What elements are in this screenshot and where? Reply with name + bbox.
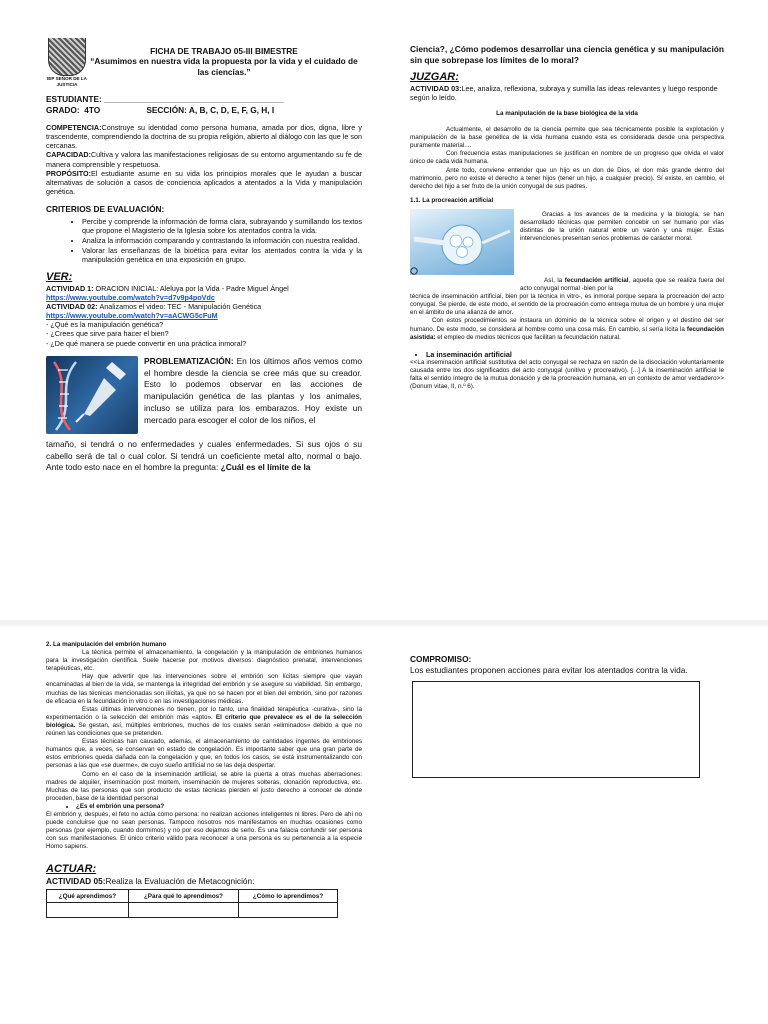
actividad-2-label: ACTIVIDAD 02:: [46, 302, 100, 312]
metacognicion-answer-cell[interactable]: [47, 903, 129, 918]
problematizacion-label: PROBLEMATIZACIÓN:: [144, 355, 234, 366]
worksheet-header: [46, 38, 362, 94]
problematizacion-question-end: Ciencia?, ¿Cómo podemos desarrollar una ciencia genética y su manipulación sin que sobrepase los límites de lo moral?: [410, 44, 724, 66]
actividad-2-text: Analizamos el video: TEC - Manipulación Genética: [99, 302, 262, 312]
proposito-text: El estudiante asume en su vida los principios morales que le ayudan a buscar alternativas de solución a casos de conciencia aplicados a atentados a la Vida y manipulación genética.: [46, 168, 362, 196]
actividad-1-label: ACTIVIDAD 1:: [46, 284, 96, 293]
worksheet-title-line1: FICHA DE TRABAJO 05-III BIMESTRE: [150, 46, 298, 56]
proposito-paragraph: [46, 169, 362, 196]
actividad-1-text: ORACION INICIAL: Aleluya por la Vida - Padre Miguel Ángel: [95, 284, 289, 293]
fecundacion-asistida-text-a: Con estos procedimientos se instaura un dominio de la técnica sobre el origen y el destino del ser humano. De este modo, se considera al hombre como una cosa más. En cambio, sí sería lícita la: [410, 317, 724, 333]
worksheet-title: [86, 46, 362, 77]
reading-paragraph: Con frecuencia estas manipulaciones se justifican en nombre de un progreso que olvida el valor único de cada vida humana.: [410, 150, 724, 166]
actividad-3-line: [410, 84, 724, 102]
embrion-paragraph: La técnica permite el almacenamiento, la congelación y la manipulación de embriones humanos para la investigación científica. Suele hacerse por motivos diversos: diagnóstico prenatal, intervenciones terapéuticas, etc.: [46, 649, 362, 673]
actuar-heading: ACTUAR:: [46, 863, 97, 876]
problematizacion-continuation: [46, 439, 362, 475]
page2-left-column: [46, 641, 362, 1024]
capacidad-paragraph: [46, 150, 362, 168]
criterios-title: CRITERIOS DE EVALUACIÓN:: [46, 203, 165, 214]
metacognicion-table: [46, 889, 338, 918]
actividad-2-video-link[interactable]: https://www.youtube.com/watch?v=aACWG5cFuM: [46, 311, 218, 321]
page1-right-column: [410, 44, 724, 618]
metacognicion-header: ¿Qué aprendimos?: [47, 890, 129, 903]
embrion-paragraph: Hay que advertir que las intervenciones sobre el embrión son lícitas siempre que vayan encaminadas al bien de la vida, se mantenga la integridad del embrión y se asegure su viabilidad. Sin embargo, muchas de las técnicas mencionadas son ilícitas, ya que no se hacen por el bien del embrión, sino por razones de eficacia en la fecundación in vitro o en las investigaciones médicas.: [46, 673, 362, 705]
inseminacion-list: [410, 350, 724, 359]
problematizacion-block: [46, 356, 362, 439]
actividad-5-label: ACTIVIDAD 05:: [46, 876, 106, 887]
reading-paragraph: Ante todo, conviene entender que un hijo es un don de Dios, el don más grande dentro del matrimonio, pero no existe el derecho a tener hijos (tener un hijo, a cualquier precio). Sí existe, en cambio, el derecho del hijo a ser fruto de la unión conyugal de sus padres.: [410, 166, 724, 190]
procreacion-block: [410, 209, 724, 279]
actividad-1-video-link[interactable]: https://www.youtube.com/watch?v=d7v9p4poVdc: [46, 293, 215, 303]
reading-title: La manipulación de la base biológica de la vida: [496, 110, 638, 117]
procreacion-artificial-title: 1.1. La procreación artificial: [410, 196, 494, 204]
actividad-3-label: ACTIVIDAD 03:: [410, 83, 462, 93]
competencia-paragraph: [46, 123, 362, 150]
fecundacion-text-a: Así, la: [544, 276, 565, 284]
ver-question: - ¿Qué es la manipulación genética?: [46, 320, 164, 330]
worksheet-title-line2: “Asumimos en nuestra vida la propuesta por la vida y el cuidado de las ciencias.”: [90, 56, 358, 77]
actividad-3-text: Lee, analiza, reflexiona, subraya y sumilla las ideas relevantes y luego responde según lo leído.: [410, 83, 718, 102]
fecundacion-continuation: técnica de inseminación artificial, bien por la técnica in vitro-, es inmoral porque separa la procreación del acto conyugal. Se pierde, de este modo, el sentido de la procreación como entrega mutua de un hombre y una mujer en el ámbito de una alianza de amor.: [410, 293, 724, 317]
reading-paragraph: Actualmente, el desarrollo de la ciencia permite que sea técnicamente posible la explotación y manipulación de la base genética de la vida humana cuando esta es considerada desde una perspectiva puramente material....: [410, 126, 724, 150]
criterio-item: • Valorar las enseñanzas de la bioética para evitar los atentados contra la vida y la manipulación genética en una exposición en grupo.: [82, 246, 362, 264]
embryo-illustration: [410, 209, 514, 275]
fecundacion-asistida-term: fecundación asistida:: [410, 325, 724, 341]
problematizacion-text: [144, 356, 362, 427]
metacognicion-answer-cell[interactable]: [128, 903, 238, 918]
problematizacion-question: ¿Cuál es el límite de la: [220, 462, 311, 473]
ver-question: - ¿Crees que sirve para hacer el bien?: [46, 329, 169, 339]
page2-right-column: [410, 654, 724, 1024]
embrion-p3-c: Se gestan, así, múltiples embriones, muchos de los cuales serán «eliminados» debido a que no reúnen las condiciones que se pretenden.: [46, 721, 362, 738]
page1-left-column: [46, 38, 362, 618]
proposito-label: PROPÓSITO:: [46, 168, 91, 178]
actividad-5-text: Realiza la Evaluación de Metacognición:: [105, 876, 255, 887]
compromiso-answer-box[interactable]: [412, 681, 700, 778]
actividad-2-line: [46, 302, 362, 311]
ver-heading: VER:: [46, 271, 73, 283]
inseminacion-quote: <<La inseminación artificial sustitutiva del acto conyugal se rechaza en razón de la disociación voluntariamente causada entre los dos significados del acto conyugal (unitivo y procreativo). [...] A la inseminación artificial le falta el sentido íntegro de la mutua donación y de la procreación humana, en un contexto de amor verdadero>> (Donum vitae, II, n.º 6).: [410, 358, 724, 391]
fecundacion-text-c: , aquella que se realiza fuera del acto conyugal normal -bien por la: [520, 276, 724, 293]
embrion-question-title: • ¿Es el embrión una persona?: [76, 803, 362, 811]
embrion-section-title: 2. La manipulación del embrión humano: [46, 641, 167, 648]
embrion-question-list: [46, 803, 362, 811]
embrion-paragraph: [46, 706, 362, 738]
student-name-line: ESTUDIANTE: _______________________________________: [46, 94, 285, 104]
metacognicion-header: ¿Para qué lo aprendimos?: [128, 890, 238, 903]
actividad-5-line: [46, 876, 362, 887]
criterio-item: • Percibe y comprende la información de forma clara, subrayando y sumillando los textos que propone el Magisterio de la Iglesia sobre los atentados contra la vida.: [82, 217, 362, 235]
fecundacion-paragraph: [410, 277, 724, 293]
ver-question: - ¿De qué manera se puede convertir en una práctica inmoral?: [46, 338, 247, 348]
metacognicion-header: ¿Cómo lo aprendimos?: [239, 890, 338, 903]
embrion-p3-bold: El criterio que prevalece es el de la selección biológica.: [46, 713, 362, 729]
actividad-1-line: [46, 284, 362, 293]
capacidad-text: Cultiva y valora las manifestaciones religiosas de su entorno argumentando su fe de manera comprensible y respetuosa.: [46, 150, 362, 169]
competencia-text: Construye su identidad como persona humana, amada por dios, digna, libre y trascendente, comprendiendo la doctrina de su propia religión, abierto al diálogo con las que le son cercanas.: [46, 123, 362, 151]
embrion-p3-a: Estas últimas intervenciones no tienen, por lo tanto, una finalidad terapéutica -curativa-, sino la experimentación o la selección del embrión más «apto».: [46, 705, 362, 721]
school-logo: [48, 38, 86, 76]
criterios-list: [46, 217, 362, 264]
competencia-label: COMPETENCIA:: [46, 123, 102, 133]
embrion-question-text: El embrión y, después, el feto no actúa como persona: no realizan acciones inteligentes ni libres. Pero de ahí no puede concluirse que no sean personas. Tampoco nosotros nos manifestamos en muchas ocasiones como personas (por ejemplo, cuando dormimos) y no por eso dejamos de serlo. Es una falacia confundir ser persona con sus manifestaciones. El único criterio válido para reconocer a una persona es su pertenencia a la especie Homo sapiens.: [46, 810, 362, 851]
problematizacion-text-full: tamaño, si tendrá o no enfermedades y cuales enfermedades. Si sus ojos o su cabello será de tal o cual color. Si tendrá un coeficiente metal alto, normal o bajo. Ante todo esto nace en el hombre la pregunta:: [46, 438, 362, 473]
juzgar-heading: JUZGAR:: [410, 70, 459, 83]
fecundacion-term: fecundación artificial: [564, 276, 629, 284]
metacognicion-answer-cell[interactable]: [239, 903, 338, 918]
fecundacion-asistida-text-c: el empleo de medios técnicos que facilitan la fecundación natural.: [435, 333, 621, 341]
capacidad-label: CAPACIDAD:: [46, 150, 91, 160]
fecundacion-asistida-paragraph: [410, 317, 724, 341]
school-logo-text: IEP SEÑOR DE LA JUSTICIA: [47, 76, 87, 87]
inseminacion-title: • La inseminación artificial: [426, 350, 724, 359]
procreacion-paragraph: Gracias a los avances de la medicina y la biología, se han desarrollado técnicas que permiten concebir un ser humano por vías distintas de la unión natural entre un varón y una mujer. Estas intervenciones presentan serios problemas de carácter moral.: [520, 210, 724, 243]
worksheet-page-2: [0, 626, 768, 1024]
metacognicion-header-row: [47, 890, 338, 903]
compromiso-title: COMPROMISO:: [410, 654, 472, 664]
problematizacion-text-wrap: En los últimos años vemos como el hombre desde la ciencia se cree más que su creador. Esto lo podemos observar en las acciones de manipulación genética de las plantas y los animales, incluso se utiliza para los embarazos. Hoy existe un mercado para escoger el color de los niños, el: [144, 355, 362, 426]
compromiso-text: Los estudiantes proponen acciones para evitar los atentados contra la vida.: [410, 664, 688, 675]
grade-section-line: GRADO: 4TO SECCIÓN: A, B, C, D, E, F, G, H, I: [46, 104, 275, 115]
embrion-paragraph: Estas técnicas han causado, además, el almacenamiento de cantidades ingentes de embriones humanos que, a veces, se conservan en estado de congelación. Es importante saber que una gran parte de estos embriones queda dañada con la congelación y que, en todos los casos, se está instrumentalizando con personas a las que «se duerme», de cuyo sueño artificial no se las deja despertar.: [46, 738, 362, 770]
dna-illustration: [46, 356, 138, 434]
embrion-paragraph: Como en el caso de la inseminación artificial, se abre la puerta a otras muchas aberraciones: madres de alquiler, inseminación post mortem, inseminación de mujeres solteras, clonación reproductiva, etc. Muchas de las personas que son producto de estas técnicas pierden el justo derecho a conocer de dónde proceden, base de la identidad personal: [46, 770, 362, 802]
metacognicion-answer-row: [47, 903, 338, 918]
criterio-item: • Analiza la información comparando y contrastando la información con nuestra realidad.: [82, 236, 362, 245]
